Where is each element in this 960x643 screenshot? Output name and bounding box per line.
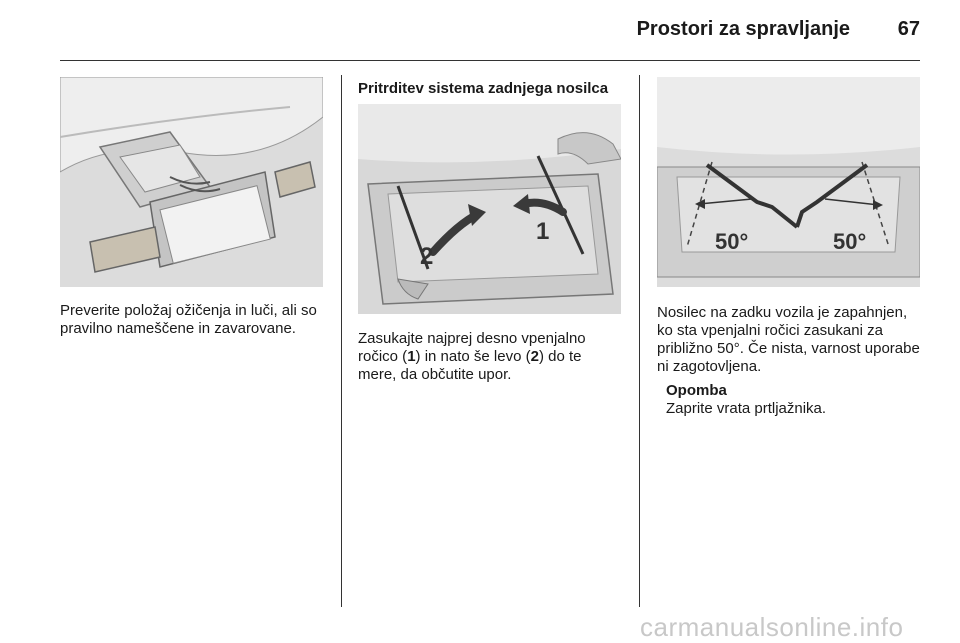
illustration-clamping-levers <box>358 104 621 314</box>
note-text: Zaprite vrata prtljažnika. <box>666 400 827 417</box>
note-heading: Opomba <box>666 382 727 399</box>
ref-2: 2 <box>530 348 539 365</box>
header-title: Prostori za spravljanje <box>636 18 850 40</box>
column-divider-2 <box>639 75 640 607</box>
angle-label-left: 50° <box>715 229 749 254</box>
caption-check-wiring: Preverite položaj ožičenja in luči, ali so pravilno nameščene in zavarovane. <box>60 302 317 337</box>
illustration-carrier-lights-svg <box>60 77 323 287</box>
illustration-clamping-levers-svg <box>358 104 621 314</box>
column-divider-1 <box>341 75 342 607</box>
angle-label-right: 50° <box>833 229 867 254</box>
caption-latched: Nosilec na zadku vozila je zapahnjen, ko sta vpenjalni ročici zasukani za približno 50°. Če nista, varnost uporabe ni zagotovljena. <box>657 304 920 375</box>
watermark: carmanualsonline.info <box>640 612 904 642</box>
header-rule <box>60 60 920 61</box>
illustration-lever-angles <box>657 77 920 287</box>
callout-1: 1 <box>536 218 550 245</box>
ref-1: 1 <box>407 348 416 365</box>
page-number: 67 <box>897 18 920 40</box>
illustration-lever-angles-svg <box>657 77 920 287</box>
caption-rotate-levers <box>358 330 623 384</box>
section-heading: Pritrditev sistema zadnjega nosilca <box>358 80 609 97</box>
caption-text-c: ) do te mere, da občutite upor. <box>358 348 582 383</box>
caption-text-a: Zasukajte najprej desno vpenjalno ročico ( <box>358 330 586 365</box>
illustration-carrier-lights <box>60 77 323 287</box>
caption-text-b: ) in nato še levo ( <box>415 348 531 365</box>
callout-2: 2 <box>420 243 434 270</box>
